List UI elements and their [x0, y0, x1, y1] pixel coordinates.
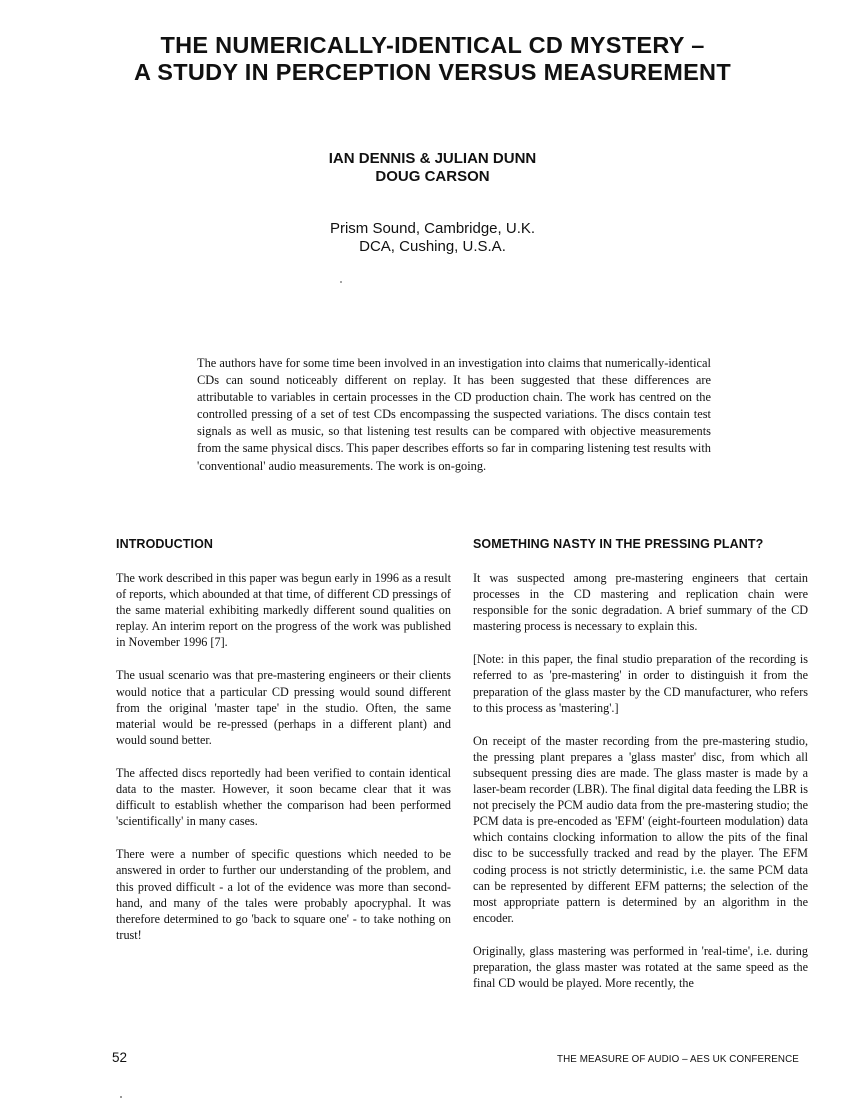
- authors-line-1: IAN DENNIS & JULIAN DUNN: [328, 150, 537, 167]
- left-column: [116, 536, 451, 960]
- paragraph: It was suspected among pre-mastering engineers that certain processes in the CD mastering and replication chain were responsible for the sonic degradation. A brief summary of the CD mastering process is necessary to explain this.: [473, 571, 808, 634]
- paragraph: [Note: in this paper, the final studio preparation of the recording is referred to as 'pre-mastering' in order to distinguish it from the preparation of the glass master by the CD manufacturer, who refers to this process as 'mastering'.]: [473, 652, 808, 715]
- abstract: The authors have for some time been involved in an investigation into claims that numerically-identical CDs can sound noticeably different on replay. It has been suggested that these differences are attributable to variables in certain processes in the CD production chain. The work has centred on the controlled pressing of a set of test CDs encompassing the suspected variations. The discs contain test signals as well as music, so that listening test results can be compared with objective measurements from the same physical discs. This paper describes efforts so far in comparing listening test results with 'conventional' audio measurements. The work is on-going.: [197, 356, 711, 473]
- title-line-1: THE NUMERICALLY-IDENTICAL CD MYSTERY –: [160, 32, 705, 58]
- paragraph: The work described in this paper was begun early in 1996 as a result of reports, which abounded at that time, of different CD pressings of the same material exhibiting markedly different sound qualities on replay. An interim report on the progress of the work was published in November 1996 [7].: [116, 571, 451, 650]
- paragraph: Originally, glass mastering was performed in 'real-time', i.e. during preparation, the glass master was rotated at the same speed as the final CD would be played. More recently, the: [473, 943, 808, 991]
- title-line-2: A STUDY IN PERCEPTION VERSUS MEASUREMENT: [134, 59, 731, 85]
- right-column: [473, 536, 808, 1008]
- paragraph: On receipt of the master recording from the pre-mastering studio, the pressing plant prepares a 'glass master' disc, from which all subsequent pressing dies are made. The glass master is made by a laser-beam recorder (LBR). The final digital data feeding the LBR is not precisely the PCM audio data from the pre-mastering studio; the PCM data is pre-encoded as 'EFM' (eight-fourteen modulation) data which contains clocking information to allow the pits of the final disc to be successfully tracked and read by the player. The EFM coding process is not strictly deterministic, i.e. the same PCM data can be represented by different EFM patterns; the selection of the most appropriate pattern is determined by an algorithm in the encoder.: [473, 733, 808, 925]
- section-heading-introduction: INTRODUCTION: [116, 537, 214, 551]
- affiliation-line-2: DCA, Cushing, U.S.A.: [359, 238, 506, 255]
- section-heading-pressing-plant: SOMETHING NASTY IN THE PRESSING PLANT?: [473, 537, 764, 551]
- paragraph: There were a number of specific questions which needed to be answered in order to further our understanding of the problem, and this proved difficult - a lot of the evidence was more than second-hand, and many of the tales were probably apocryphal. It was therefore determined to go 'back to square one' - to take nothing on trust!: [116, 847, 451, 942]
- scan-speck: [120, 1096, 122, 1098]
- affiliation-block: [250, 220, 615, 256]
- paragraph: The affected discs reportedly had been verified to contain identical data to the master. However, it soon became clear that it was difficult to establish whether the comparison had been performed 'scientifically' in many cases.: [116, 765, 451, 829]
- running-footer: THE MEASURE OF AUDIO – AES UK CONFERENCE: [557, 1054, 799, 1065]
- affiliation-line-1: Prism Sound, Cambridge, U.K.: [329, 220, 536, 237]
- author-block: [250, 150, 615, 186]
- authors-line-2: DOUG CARSON: [375, 168, 490, 185]
- paragraph: The usual scenario was that pre-mastering engineers or their clients would notice that a particular CD pressing would sound different from the original 'master tape' in the studio. Often, the same material would be re-pressed (perhaps in a different plant) and would sound better.: [116, 668, 451, 747]
- scan-speck: [340, 281, 342, 283]
- paper-title: [40, 32, 825, 86]
- page-number: 52: [112, 1050, 128, 1065]
